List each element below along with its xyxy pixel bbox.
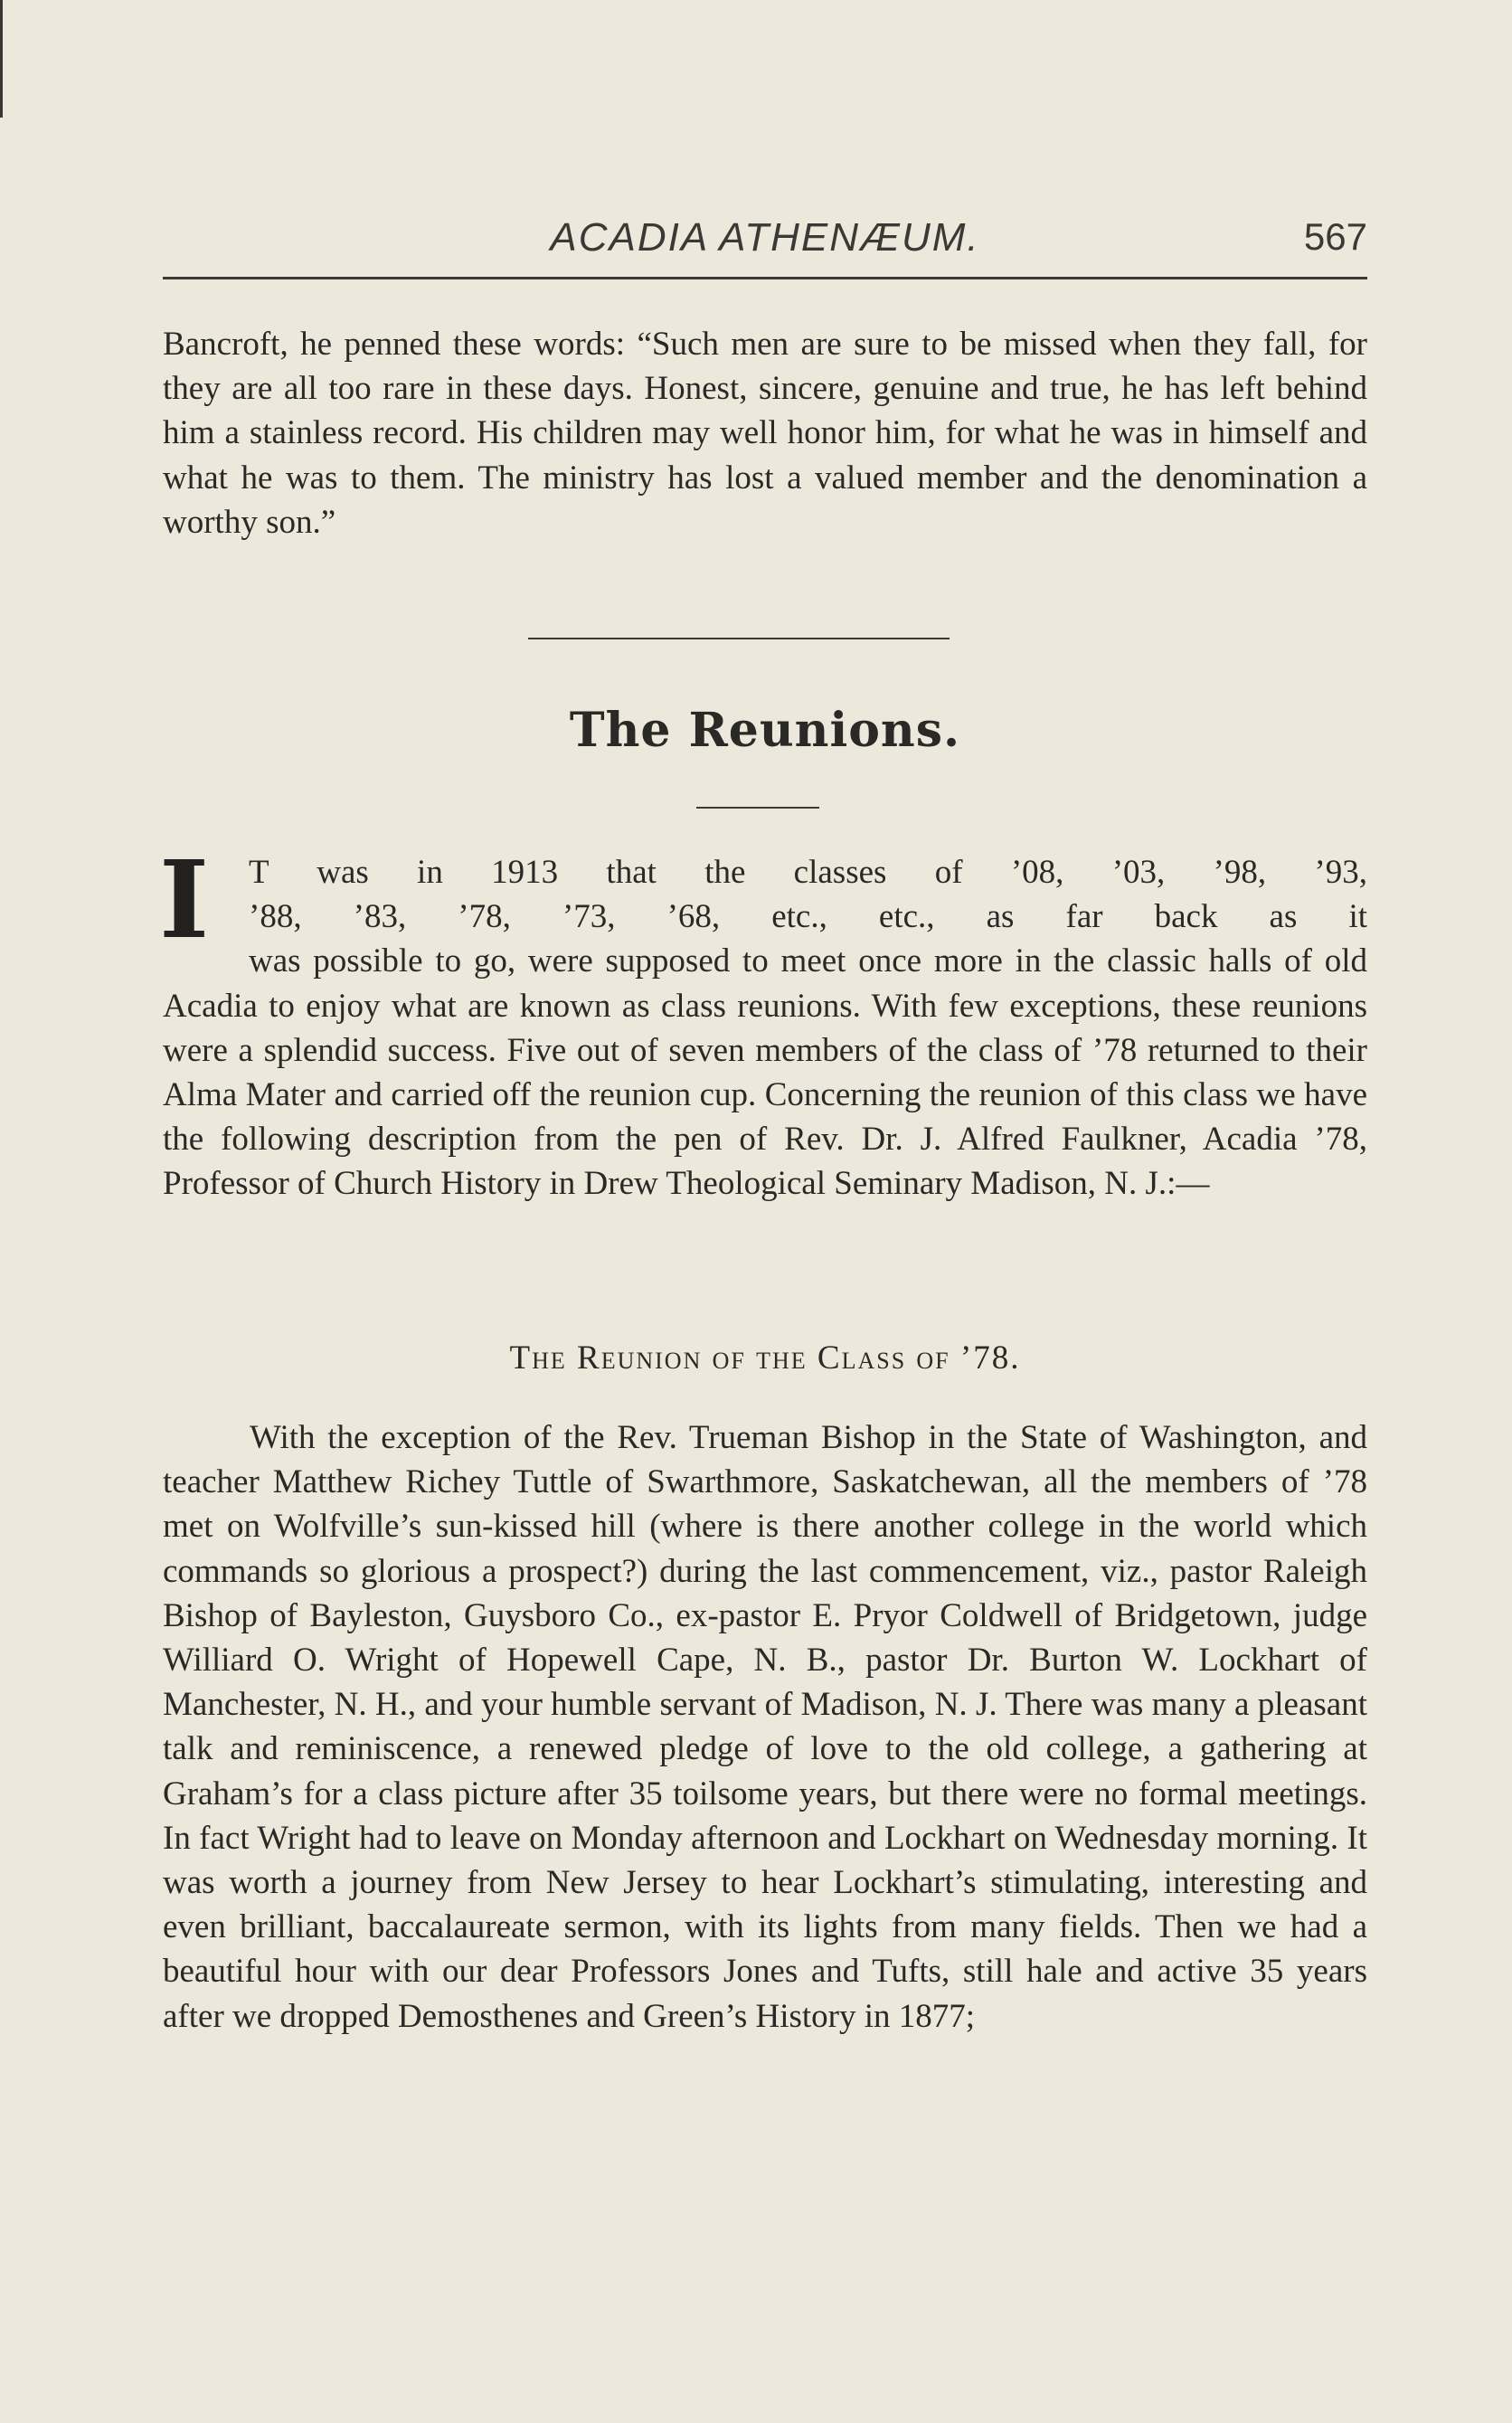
heading-underline-rule	[696, 807, 819, 809]
paragraph-2-line-2: ’88, ’83, ’78, ’73, ’68, etc., etc., as far back as it	[249, 898, 1367, 936]
paragraph-3-text: With the exception of the Rev. Trueman Bishop in the State of Washington, and teacher Matthew Richey Tuttle of Swarthmore, Saskatchewan, all the members of ’78 met on Wolfville’s sun-kissed hill (where is there another college in the world which commands so glorious a prospect?) during the last commencement, viz., pastor Raleigh Bishop of Bayleston, Guysboro Co., ex-pastor E. Pryor Coldwell of Bridgetown, judge Williard O. Wright of Hopewell Cape, N. B., pastor Dr. Burton W. Lockhart of Manchester, N. H., and your humble servant of Madison, N. J. There was many a pleasant talk and reminiscence, a renewed pledge of love to the old college, a gathering at Graham’s for a class picture after 35 toilsome years, but there were no formal meetings. In fact Wright had to leave on Monday afternoon and Lockhart on Wednesday morning. It was worth a journey from New Jersey to hear Lockhart’s stimulating, interesting and even brilliant, baccalaureate sermon, with its lights from many fields. Then we had a beautiful hour with our dear Professors Jones and Tufts, still hale and active 35 years after we dropped Demosthenes and Green’s History in 1877;	[163, 1419, 1367, 2035]
paragraph-2-line-1: T was in 1913 that the classes of ’08, ’03, ’98, ’93,	[249, 854, 1367, 891]
section-heading: The Reunions.	[569, 703, 961, 758]
header-rule	[163, 277, 1367, 279]
page-header	[163, 215, 1367, 270]
paragraph-class-of-78-reunion	[163, 1415, 1367, 2039]
page-edge	[0, 0, 3, 118]
running-title: ACADIA ATHENÆUM.	[550, 215, 980, 260]
section-divider-rule	[528, 638, 950, 639]
paragraph-bancroft-quote	[163, 322, 1367, 544]
paragraph-1-text: Bancroft, he penned these words: “Such men are sure to be missed when they fall, for they are all too rare in these days. Honest, sincere, genuine and true, he has left behind him a stainless record. His children may well honor him, for what he was in himself and what he was to them. The ministry has lost a valued member and the denomination a worthy son.”	[163, 326, 1367, 541]
paragraph-reunions-intro	[163, 850, 1367, 1207]
paragraph-2-line-3: was possible to go, were supposed to meet once more in the	[249, 942, 1095, 980]
page-number: 567	[1303, 215, 1367, 258]
drop-cap: I	[159, 837, 210, 962]
paragraph-2-rest: classic halls of old Acadia to enjoy what are known as class reunions. With few exceptions, these reunions were a splendid success. Five out of seven members of the class of ’78 returned to their Alma Mater and carried off the reunion cup. Concerning the reunion of this class we have the following description from the pen of Rev. Dr. J. Alfred Faulkner, Acadia ’78, Professor of Church History in Drew Theological Seminary Madison, N. J.:—	[163, 942, 1368, 1203]
subheading-class-of-78: The Reunion of the Class of ’78.	[509, 1339, 1021, 1377]
